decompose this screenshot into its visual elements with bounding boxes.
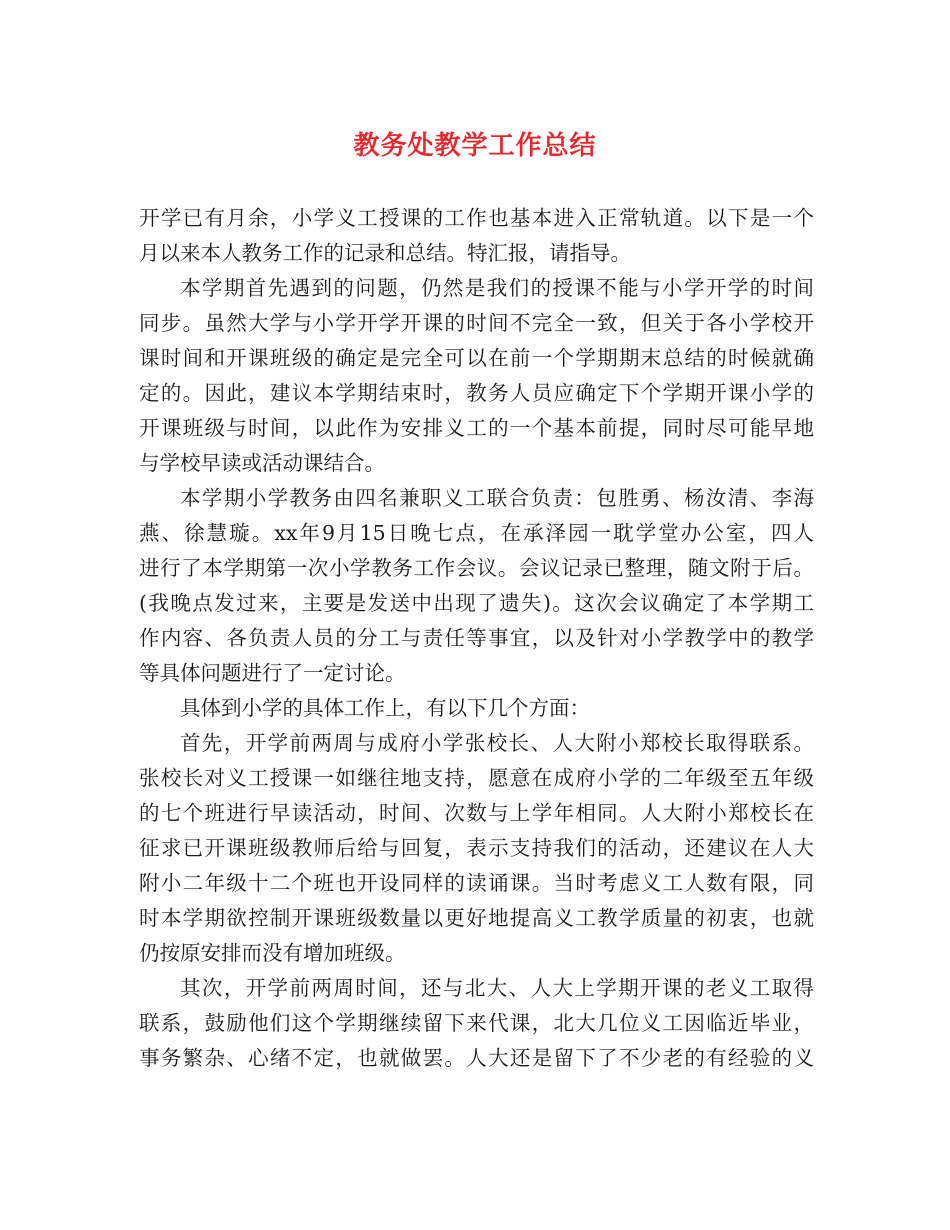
body-line: (我晚点发过来，主要是发送中出现了遗失)。这次会议确定了本学期工 [139, 591, 814, 615]
body-line: 仍按原安排而没有增加班级。 [139, 941, 406, 965]
body-line: 的七个班进行早读活动，时间、次数与上学年相同。人大附小郑校长在 [139, 801, 814, 825]
body-line: 课时间和开课班级的确定是完全可以在前一个学期期末总结的时候就确 [139, 346, 814, 370]
body-line: 同步。虽然大学与小学开学开课的时间不完全一致，但关于各小学校开 [139, 311, 814, 335]
body-line: 作内容、各负责人员的分工与责任等事宜，以及针对小学教学中的教学 [139, 626, 814, 650]
body-line: 事务繁杂、心绪不定，也就做罢。人大还是留下了不少老的有经验的义 [139, 1046, 814, 1070]
body-line: 征求已开课班级教师后给与回复，表示支持我们的活动，还建议在人大 [139, 836, 814, 860]
body-line: 燕、徐慧璇。xx年9月15日晚七点，在承泽园一耽学堂办公室，四人 [139, 521, 814, 545]
body-line: 张校长对义工授课一如继往地支持，愿意在成府小学的二年级至五年级 [139, 766, 814, 790]
body-line: 附小二年级十二个班也开设同样的读诵课。当时考虑义工人数有限，同 [139, 871, 814, 895]
body-line: 首先，开学前两周与成府小学张校长、人大附小郑校长取得联系。 [180, 731, 814, 755]
body-line: 本学期首先遇到的问题，仍然是我们的授课不能与小学开学的时间 [180, 276, 814, 300]
body-line: 月以来本人教务工作的记录和总结。特汇报，请指导。 [139, 241, 631, 265]
body-line: 与学校早读或活动课结合。 [139, 451, 385, 475]
body-line: 进行了本学期第一次小学教务工作会议。会议记录已整理，随文附于后。 [139, 556, 814, 580]
body-line: 开课班级与时间，以此作为安排义工的一个基本前提，同时尽可能早地 [139, 416, 814, 440]
body-line: 等具体问题进行了一定讨论。 [139, 661, 406, 685]
body-line: 本学期小学教务由四名兼职义工联合负责：包胜勇、杨汝清、李海 [180, 486, 814, 510]
body-line: 开学已有月余，小学义工授课的工作也基本进入正常轨道。以下是一个 [139, 206, 814, 230]
document-body [139, 201, 814, 1076]
body-line: 具体到小学的具体工作上，有以下几个方面： [180, 696, 590, 720]
body-line: 定的。因此，建议本学期结束时，教务人员应确定下个学期开课小学的 [139, 381, 814, 405]
body-line: 其次，开学前两周时间，还与北大、人大上学期开课的老义工取得 [180, 976, 814, 1000]
body-line: 时本学期欲控制开课班级数量以更好地提高义工教学质量的初衷，也就 [139, 906, 814, 930]
body-line: 联系，鼓励他们这个学期继续留下来代课，北大几位义工因临近毕业， [139, 1011, 814, 1035]
document-title: 教务处教学工作总结 [353, 131, 597, 161]
